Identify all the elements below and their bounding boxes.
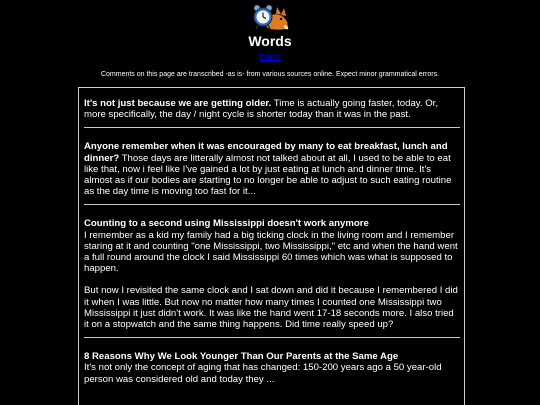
comment xyxy=(84,98,460,120)
comment-body: It's not only the concept of aging that has changed: 150-200 years ago a 50 year-old person was considered old and today they ... xyxy=(84,362,442,385)
comment xyxy=(84,351,460,385)
comment-body: I remember as a kid my family had a big ticking clock in the living room and I remember staring at it and counting "one Mississippi, two Mississippi," etc and when the hand went a full round around the clock I said Mississippi 60 times which was what is supposed to happen. xyxy=(84,229,458,275)
page-title: Words xyxy=(248,33,292,49)
comment-title: Counting to a second using Mississippi doesn't work anymore xyxy=(84,218,369,230)
comment-title: It's not just because we are getting older. xyxy=(84,98,272,109)
comment-divider xyxy=(84,204,460,205)
comment-paragraph: But now I revisited the same clock and I sat down and did it because I remembered I did it when I was little. But now no matter how many times I counted one Mississippi two Mississippi it just didn't work. It was like the hand went 17-18 seconds more. I also tried it on a stopwatch and the same thing happens. Did time really speed up? xyxy=(84,285,458,331)
alarm-clock-and-fox-icon xyxy=(251,3,291,31)
comment-title: 8 Reasons Why We Look Younger Than Our Parents at the Same Age xyxy=(84,351,399,363)
comment-paragraph xyxy=(84,98,460,120)
comment-paragraph xyxy=(84,351,460,385)
home-link[interactable]: Home xyxy=(259,52,281,61)
comment-title: Anyone remember when it was encouraged by many to eat breakfast, lunch and dinner? xyxy=(84,141,448,164)
comment-paragraph xyxy=(84,218,460,274)
home-link-wrapper xyxy=(0,52,540,62)
comment xyxy=(84,218,460,330)
comment-paragraph xyxy=(84,141,460,197)
comment-divider xyxy=(84,127,460,128)
comment-body: Time is actually going faster, today. Or, more specifically, the day / night cycle is shorter today than it was in the past. xyxy=(84,98,439,121)
disclaimer-text: Comments on this page are transcribed -as is- from various sources online. Expect minor grammatical errors. xyxy=(100,71,440,78)
comment xyxy=(84,141,460,197)
comment-divider xyxy=(84,337,460,338)
comments-box[interactable] xyxy=(78,87,465,405)
comment-body: Those days are litterally almost not talked about at all, I used to be able to eat like that, now i feel like I've gained a lot by just eating at lunch and dinner time. It's almost as if our bodies are starting to no longer be able to adjust to such eating routine as the day time is moving too fast for it... xyxy=(84,152,452,198)
